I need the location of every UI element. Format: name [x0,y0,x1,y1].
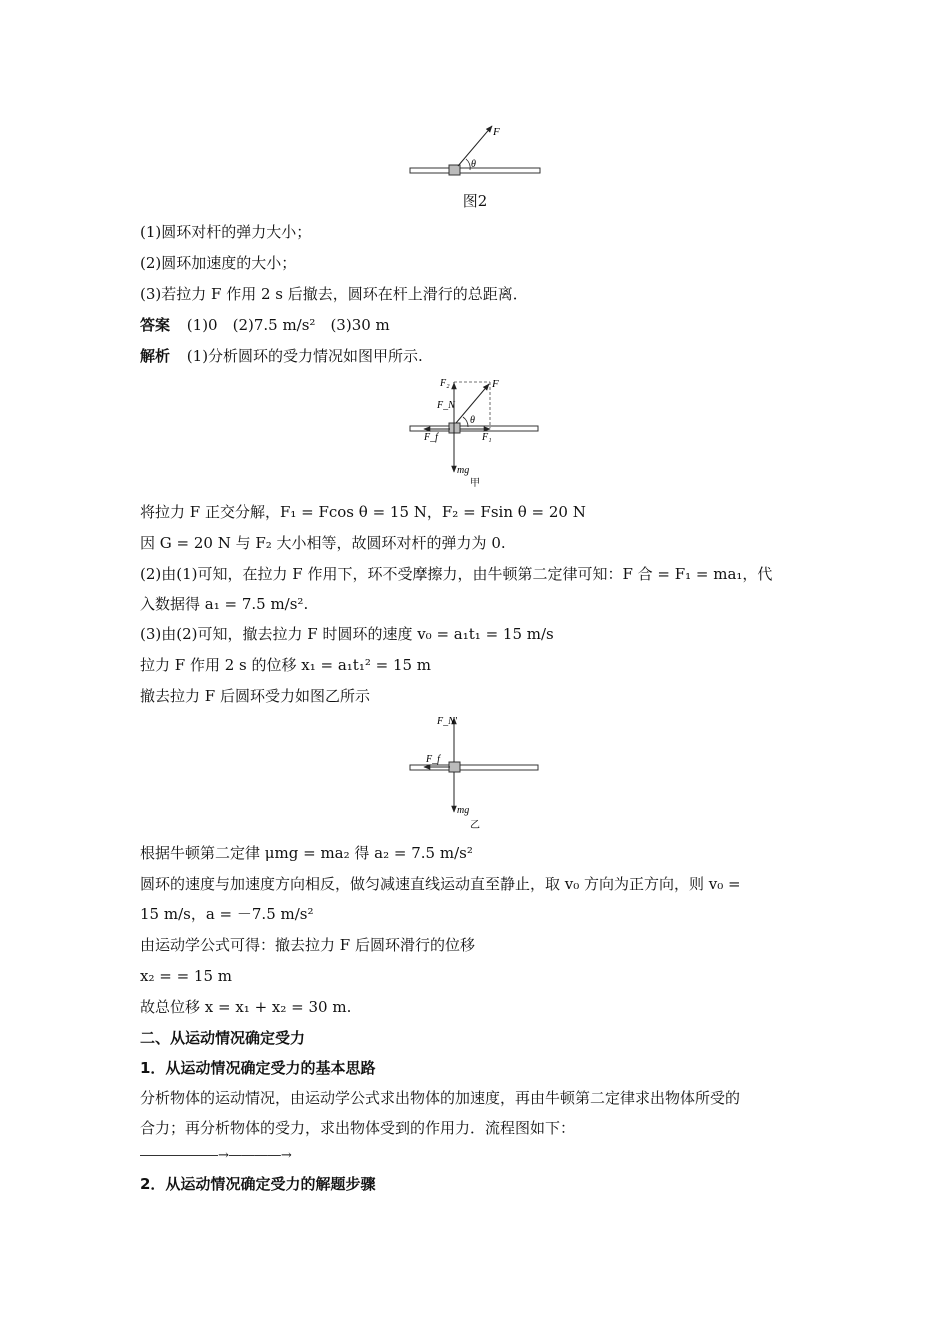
text-line-2: 因 G = 20 N 与 F₂ 大小相等，故圆环对杆的弹力为 0. [140,534,506,552]
text-line-10: 15 m/s，a = －7.5 m/s² [140,905,314,923]
label-fn: F_N [437,400,455,411]
question-2: (2)圆环加速度的大小； [140,254,297,272]
analysis-line [140,346,423,366]
text-line-9: 圆环的速度与加速度方向相反，做匀减速直线运动直至静止，取 v₀ 方向为正方向，则 v₀ = [140,875,741,893]
force-f-label: F [493,126,500,138]
figure-2-diagram [400,118,560,180]
label-f1: F₁ [482,432,492,443]
answer-line [140,315,390,335]
analysis-intro: (1)分析圆环的受力情况如图甲所示. [186,347,423,365]
text-line-12: x₂ = = 15 m [140,967,232,985]
angle-label: θ [471,159,476,170]
label-f2: F₂ [440,378,450,389]
subsection-2: 2．从运动情况确定受力的解题步骤 [140,1175,376,1193]
figure-yi-caption: 乙 [470,820,480,831]
label-ff: F_f [426,754,440,765]
answer-text: (1)0 (2)7.5 m/s² (3)30 m [186,316,390,334]
ring [449,165,460,175]
text-line-4: 入数据得 a₁ = 7.5 m/s². [140,595,309,613]
label-fn: F_N' [437,716,457,727]
text-line-11: 由运动学公式可得：撤去拉力 F 后圆环滑行的位移 [140,936,475,954]
text-line-1: 将拉力 F 正交分解，F₁ = Fcos θ = 15 N，F₂ = Fsin θ = 20 N [140,503,586,521]
analysis-label: 解析 [140,347,171,365]
ring [449,762,460,772]
text-line-13: 故总位移 x = x₁ + x₂ = 30 m. [140,998,352,1016]
paragraph-line-2: 合力；再分析物体的受力，求出物体受到的作用力．流程图如下： [140,1119,576,1137]
text-line-3: (2)由(1)可知，在拉力 F 作用下，环不受摩擦力，由牛顿第二定律可知：F 合 = F₁ = ma₁，代 [140,565,773,583]
answer-label: 答案 [140,316,171,334]
label-mg: mg [457,805,470,816]
text-line-7: 撤去拉力 F 后圆环受力如图乙所示 [140,687,370,705]
section-heading: 二、从运动情况确定受力 [140,1029,306,1047]
figure-jia-caption: 甲 [470,478,480,489]
paragraph-line-1: 分析物体的运动情况，由运动学公式求出物体的加速度，再由牛顿第二定律求出物体所受的 [140,1089,741,1107]
question-3: (3)若拉力 F 作用 2 s 后撤去，圆环在杆上滑行的总距离． [140,285,528,303]
text-line-8: 根据牛顿第二定律 μmg = ma₂ 得 a₂ = 7.5 m/s² [140,844,473,862]
label-ff: F_f [424,432,438,443]
label-mg: mg [457,465,470,476]
text-line-6: 拉力 F 作用 2 s 的位移 x₁ = a₁t₁² = 15 m [140,656,432,674]
text-line-5: (3)由(2)可知，撤去拉力 F 时圆环的速度 v₀ = a₁t₁ = 15 m/s [140,625,554,643]
label-f: F [492,378,499,390]
figure-jia-diagram [400,372,560,494]
figure-yi-diagram [400,712,560,834]
label-theta: θ [470,415,475,426]
subsection-1: 1．从运动情况确定受力的基本思路 [140,1059,376,1077]
question-1: (1)圆环对杆的弹力大小； [140,223,312,241]
flow-arrows: ――――――→――――→ [140,1148,292,1163]
figure-2-caption: 图2 [462,192,488,210]
